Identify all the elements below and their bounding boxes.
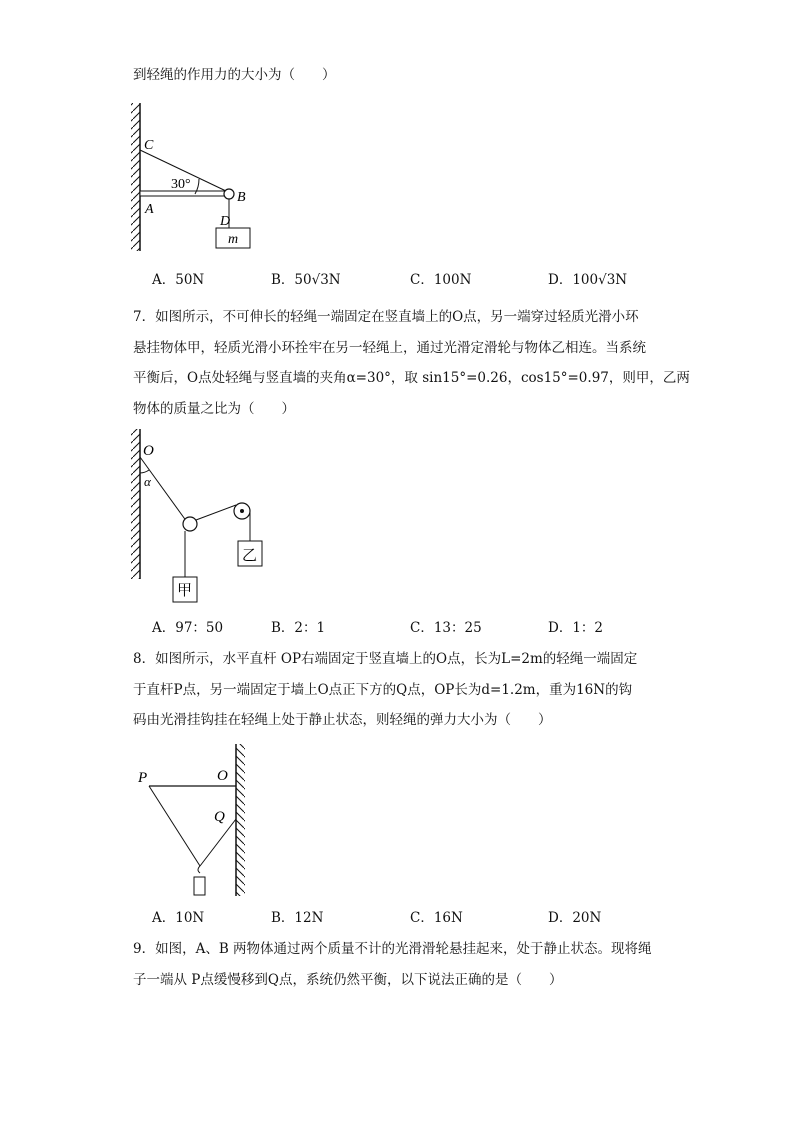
pulley-b bbox=[224, 189, 234, 199]
label-o: O bbox=[217, 768, 228, 784]
wall-hatching bbox=[236, 744, 245, 896]
q7-line-4: 物体的质量之比为（ ） bbox=[133, 401, 295, 417]
q8-figure bbox=[132, 740, 257, 900]
label-m: m bbox=[228, 232, 239, 247]
label-b: B bbox=[237, 190, 246, 205]
label-p: P bbox=[138, 770, 148, 786]
label-yi: 乙 bbox=[242, 548, 258, 564]
label-a: A bbox=[145, 202, 154, 217]
hook bbox=[198, 866, 200, 873]
q7-option-c: C．13：25 bbox=[410, 620, 482, 636]
q6-option-d: D．100√3N bbox=[548, 272, 628, 288]
label-o: O bbox=[143, 443, 154, 459]
angle-arc bbox=[140, 470, 149, 473]
rope-p-hook bbox=[149, 786, 200, 866]
q7-figure bbox=[125, 425, 275, 607]
label-q: Q bbox=[214, 809, 225, 825]
wall-hatching bbox=[131, 103, 140, 251]
label-d: D bbox=[220, 214, 231, 229]
label-c: C bbox=[144, 138, 154, 153]
wall-hatching bbox=[131, 429, 140, 579]
label-jia: 甲 bbox=[177, 583, 193, 599]
q8-line-2: 于直杆P点，另一端固定于墙上O点正下方的Q点，OP长为d=1.2m，重为16N的钩 bbox=[133, 682, 633, 698]
pulley-axle bbox=[240, 509, 244, 513]
q7-line-3: 平衡后，O点处轻绳与竖直墙的夹角α=30°，取 sin15°=0.26，cos15°=0.97，则甲，乙两 bbox=[133, 370, 690, 386]
q8-option-a: A．10N bbox=[152, 910, 205, 926]
q9-line-1: 9．如图，A、B 两物体通过两个质量不计的光滑滑轮悬挂起来，处于静止状态。现将绳 bbox=[133, 941, 652, 957]
q7-option-d: D．1：2 bbox=[548, 620, 604, 636]
q6-figure bbox=[125, 95, 265, 255]
q7-option-b: B．2：1 bbox=[271, 620, 326, 636]
q8-line-3: 码由光滑挂钩挂在轻绳上处于静止状态，则轻绳的弹力大小为（ ） bbox=[133, 712, 552, 728]
q6-option-a: A．50N bbox=[152, 272, 205, 288]
q6-option-c: C．100N bbox=[410, 272, 472, 288]
q6-stem-tail: 到轻绳的作用力的大小为（ ） bbox=[133, 67, 336, 83]
q8-option-d: D．20N bbox=[548, 910, 602, 926]
rope-hook-q bbox=[200, 819, 236, 866]
q7-line-1: 7．如图所示，不可伸长的轻绳一端固定在竖直墙上的O点，另一端穿过轻质光滑小环 bbox=[133, 309, 639, 325]
weight bbox=[194, 877, 205, 895]
q7-line-2: 悬挂物体甲，轻质光滑小环拴牢在另一轻绳上，通过光滑定滑轮与物体乙相连。当系统 bbox=[133, 340, 646, 356]
q8-option-c: C．16N bbox=[410, 910, 463, 926]
q8-line-1: 8．如图所示，水平直杆 OP右端固定于竖直墙上的O点，长为L=2m的轻绳一端固定 bbox=[133, 651, 638, 667]
rope-ring-pulley bbox=[196, 505, 236, 520]
ring bbox=[183, 517, 197, 531]
rope-o-ring bbox=[140, 457, 187, 522]
q6-option-b: B．50√3N bbox=[271, 272, 341, 288]
q8-option-b: B．12N bbox=[271, 910, 324, 926]
label-alpha: α bbox=[144, 474, 151, 489]
q9-line-2: 子一端从 P点缓慢移到Q点，系统仍然平衡，以下说法正确的是（ ） bbox=[133, 972, 563, 988]
label-angle: 30° bbox=[171, 177, 191, 192]
q7-option-a: A．97：50 bbox=[152, 620, 224, 636]
